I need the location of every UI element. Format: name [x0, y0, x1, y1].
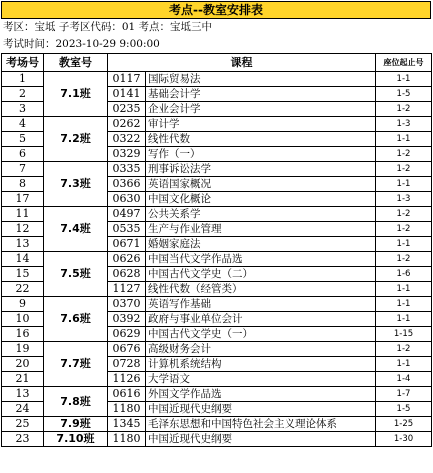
course-name-cell: 线性代数 — [146, 132, 376, 147]
course-name-cell: 中国近现代史纲要 — [146, 432, 376, 447]
room-cell: 7.9班 — [44, 417, 108, 432]
course-code-cell: 0335 — [108, 162, 146, 177]
seat-range-cell: 1-30 — [376, 432, 432, 447]
table-row — [2, 417, 432, 432]
exam-no-cell: 9 — [2, 297, 44, 312]
room-cell: 7.10班 — [44, 432, 108, 447]
table-row — [2, 117, 432, 132]
seat-range-cell: 1-5 — [376, 87, 432, 102]
course-name-cell: 生产与作业管理 — [146, 222, 376, 237]
course-code-cell: 0392 — [108, 312, 146, 327]
room-cell: 7.2班 — [44, 117, 108, 162]
table-row — [2, 72, 432, 87]
exam-no-cell: 17 — [2, 192, 44, 207]
course-name-cell: 外国文学作品选 — [146, 387, 376, 402]
seat-range-cell: 1-1 — [376, 282, 432, 297]
course-code-cell: 0671 — [108, 237, 146, 252]
exam-no-cell: 2 — [2, 87, 44, 102]
course-name-cell: 写作（一） — [146, 147, 376, 162]
exam-no-cell: 21 — [2, 372, 44, 387]
location-info: 考区：宝坻 子考区代码：01 考点：宝坻三中 — [3, 21, 213, 33]
header-room: 教室号 — [44, 54, 108, 72]
exam-no-cell: 25 — [2, 417, 44, 432]
seat-range-cell: 1-1 — [376, 312, 432, 327]
exam-no-cell: 5 — [2, 132, 44, 147]
seat-range-cell: 1-2 — [376, 147, 432, 162]
exam-no-cell: 23 — [2, 432, 44, 447]
course-name-cell: 婚姻家庭法 — [146, 237, 376, 252]
course-code-cell: 0370 — [108, 297, 146, 312]
course-name-cell: 计算机系统结构 — [146, 357, 376, 372]
course-code-cell: 0329 — [108, 147, 146, 162]
table-row — [2, 387, 432, 402]
sheet-title: 考点--教室安排表 — [1, 1, 431, 19]
course-name-cell: 中国古代文学史（二） — [146, 267, 376, 282]
exam-no-cell: 24 — [2, 402, 44, 417]
table-row — [2, 162, 432, 177]
course-name-cell: 毛泽东思想和中国特色社会主义理论体系 — [146, 417, 376, 432]
course-name-cell: 中国近现代史纲要 — [146, 402, 376, 417]
table-row — [2, 297, 432, 312]
course-code-cell: 0626 — [108, 252, 146, 267]
seat-range-cell: 1-25 — [376, 417, 432, 432]
exam-no-cell: 15 — [2, 267, 44, 282]
seat-range-cell: 1-6 — [376, 267, 432, 282]
exam-room-sheet — [1, 1, 431, 447]
exam-no-cell: 13 — [2, 387, 44, 402]
room-cell: 7.6班 — [44, 297, 108, 342]
exam-no-cell: 20 — [2, 357, 44, 372]
course-code-cell: 0628 — [108, 267, 146, 282]
course-code-cell: 0141 — [108, 87, 146, 102]
room-cell: 7.5班 — [44, 252, 108, 297]
exam-no-cell: 4 — [2, 117, 44, 132]
seat-range-cell: 1-7 — [376, 387, 432, 402]
exam-no-cell: 14 — [2, 252, 44, 267]
table-row — [2, 252, 432, 267]
seat-range-cell: 1-2 — [376, 222, 432, 237]
course-name-cell: 审计学 — [146, 117, 376, 132]
exam-no-cell: 7 — [2, 162, 44, 177]
course-name-cell: 中国当代文学作品选 — [146, 252, 376, 267]
seat-range-cell: 1-2 — [376, 207, 432, 222]
course-code-cell: 0366 — [108, 177, 146, 192]
course-name-cell: 高级财务会计 — [146, 342, 376, 357]
seat-range-cell: 1-2 — [376, 342, 432, 357]
room-cell: 7.1班 — [44, 72, 108, 117]
exam-no-cell: 8 — [2, 177, 44, 192]
seat-range-cell: 1-4 — [376, 372, 432, 387]
exam-no-cell: 19 — [2, 342, 44, 357]
seat-range-cell: 1-15 — [376, 327, 432, 342]
course-name-cell: 英语写作基础 — [146, 297, 376, 312]
course-code-cell: 0535 — [108, 222, 146, 237]
exam-no-cell: 12 — [2, 222, 44, 237]
table-row — [2, 432, 432, 447]
course-code-cell: 1180 — [108, 432, 146, 447]
exam-no-cell: 10 — [2, 312, 44, 327]
header-exam-no: 考场号 — [2, 54, 44, 72]
seat-range-cell: 1-2 — [376, 252, 432, 267]
seat-range-cell: 1-1 — [376, 177, 432, 192]
course-code-cell: 0616 — [108, 387, 146, 402]
course-code-cell: 0497 — [108, 207, 146, 222]
exam-no-cell: 22 — [2, 282, 44, 297]
room-schedule-table — [1, 53, 432, 447]
seat-range-cell: 1-2 — [376, 162, 432, 177]
course-name-cell: 政府与事业单位会计 — [146, 312, 376, 327]
course-code-cell: 0235 — [108, 102, 146, 117]
course-name-cell: 大学语文 — [146, 372, 376, 387]
seat-range-cell: 1-3 — [376, 117, 432, 132]
course-code-cell: 1345 — [108, 417, 146, 432]
course-name-cell: 企业会计学 — [146, 102, 376, 117]
table-header-row — [2, 54, 432, 72]
course-code-cell: 0728 — [108, 357, 146, 372]
table-row — [2, 207, 432, 222]
seat-range-cell: 1-1 — [376, 132, 432, 147]
exam-no-cell: 11 — [2, 207, 44, 222]
exam-no-cell: 1 — [2, 72, 44, 87]
table-row — [2, 342, 432, 357]
exam-no-cell: 3 — [2, 102, 44, 117]
course-code-cell: 1127 — [108, 282, 146, 297]
course-code-cell: 1126 — [108, 372, 146, 387]
course-name-cell: 公共关系学 — [146, 207, 376, 222]
room-cell: 7.4班 — [44, 207, 108, 252]
header-seats: 座位起止号 — [376, 54, 432, 72]
seat-range-cell: 1-3 — [376, 192, 432, 207]
course-name-cell: 线性代数（经管类） — [146, 282, 376, 297]
room-cell: 7.8班 — [44, 387, 108, 417]
room-cell: 7.3班 — [44, 162, 108, 207]
course-code-cell: 0117 — [108, 72, 146, 87]
course-code-cell: 0629 — [108, 327, 146, 342]
course-code-cell: 0262 — [108, 117, 146, 132]
header-course: 课程 — [108, 54, 376, 72]
course-name-cell: 中国古代文学史（一） — [146, 327, 376, 342]
exam-no-cell: 16 — [2, 327, 44, 342]
seat-range-cell: 1-1 — [376, 237, 432, 252]
seat-range-cell: 1-5 — [376, 402, 432, 417]
seat-range-cell: 1-2 — [376, 102, 432, 117]
seat-range-cell: 1-1 — [376, 357, 432, 372]
room-cell: 7.7班 — [44, 342, 108, 387]
course-name-cell: 中国文化概论 — [146, 192, 376, 207]
course-code-cell: 1180 — [108, 402, 146, 417]
exam-time-info: 考试时间：2023-10-29 9:00:00 — [3, 38, 160, 50]
course-name-cell: 英语国家概况 — [146, 177, 376, 192]
seat-range-cell: 1-1 — [376, 297, 432, 312]
exam-no-cell: 13 — [2, 237, 44, 252]
course-name-cell: 基础会计学 — [146, 87, 376, 102]
course-name-cell: 国际贸易法 — [146, 72, 376, 87]
course-code-cell: 0676 — [108, 342, 146, 357]
seat-range-cell: 1-1 — [376, 72, 432, 87]
course-code-cell: 0322 — [108, 132, 146, 147]
course-code-cell: 0630 — [108, 192, 146, 207]
exam-no-cell: 6 — [2, 147, 44, 162]
course-name-cell: 刑事诉讼法学 — [146, 162, 376, 177]
